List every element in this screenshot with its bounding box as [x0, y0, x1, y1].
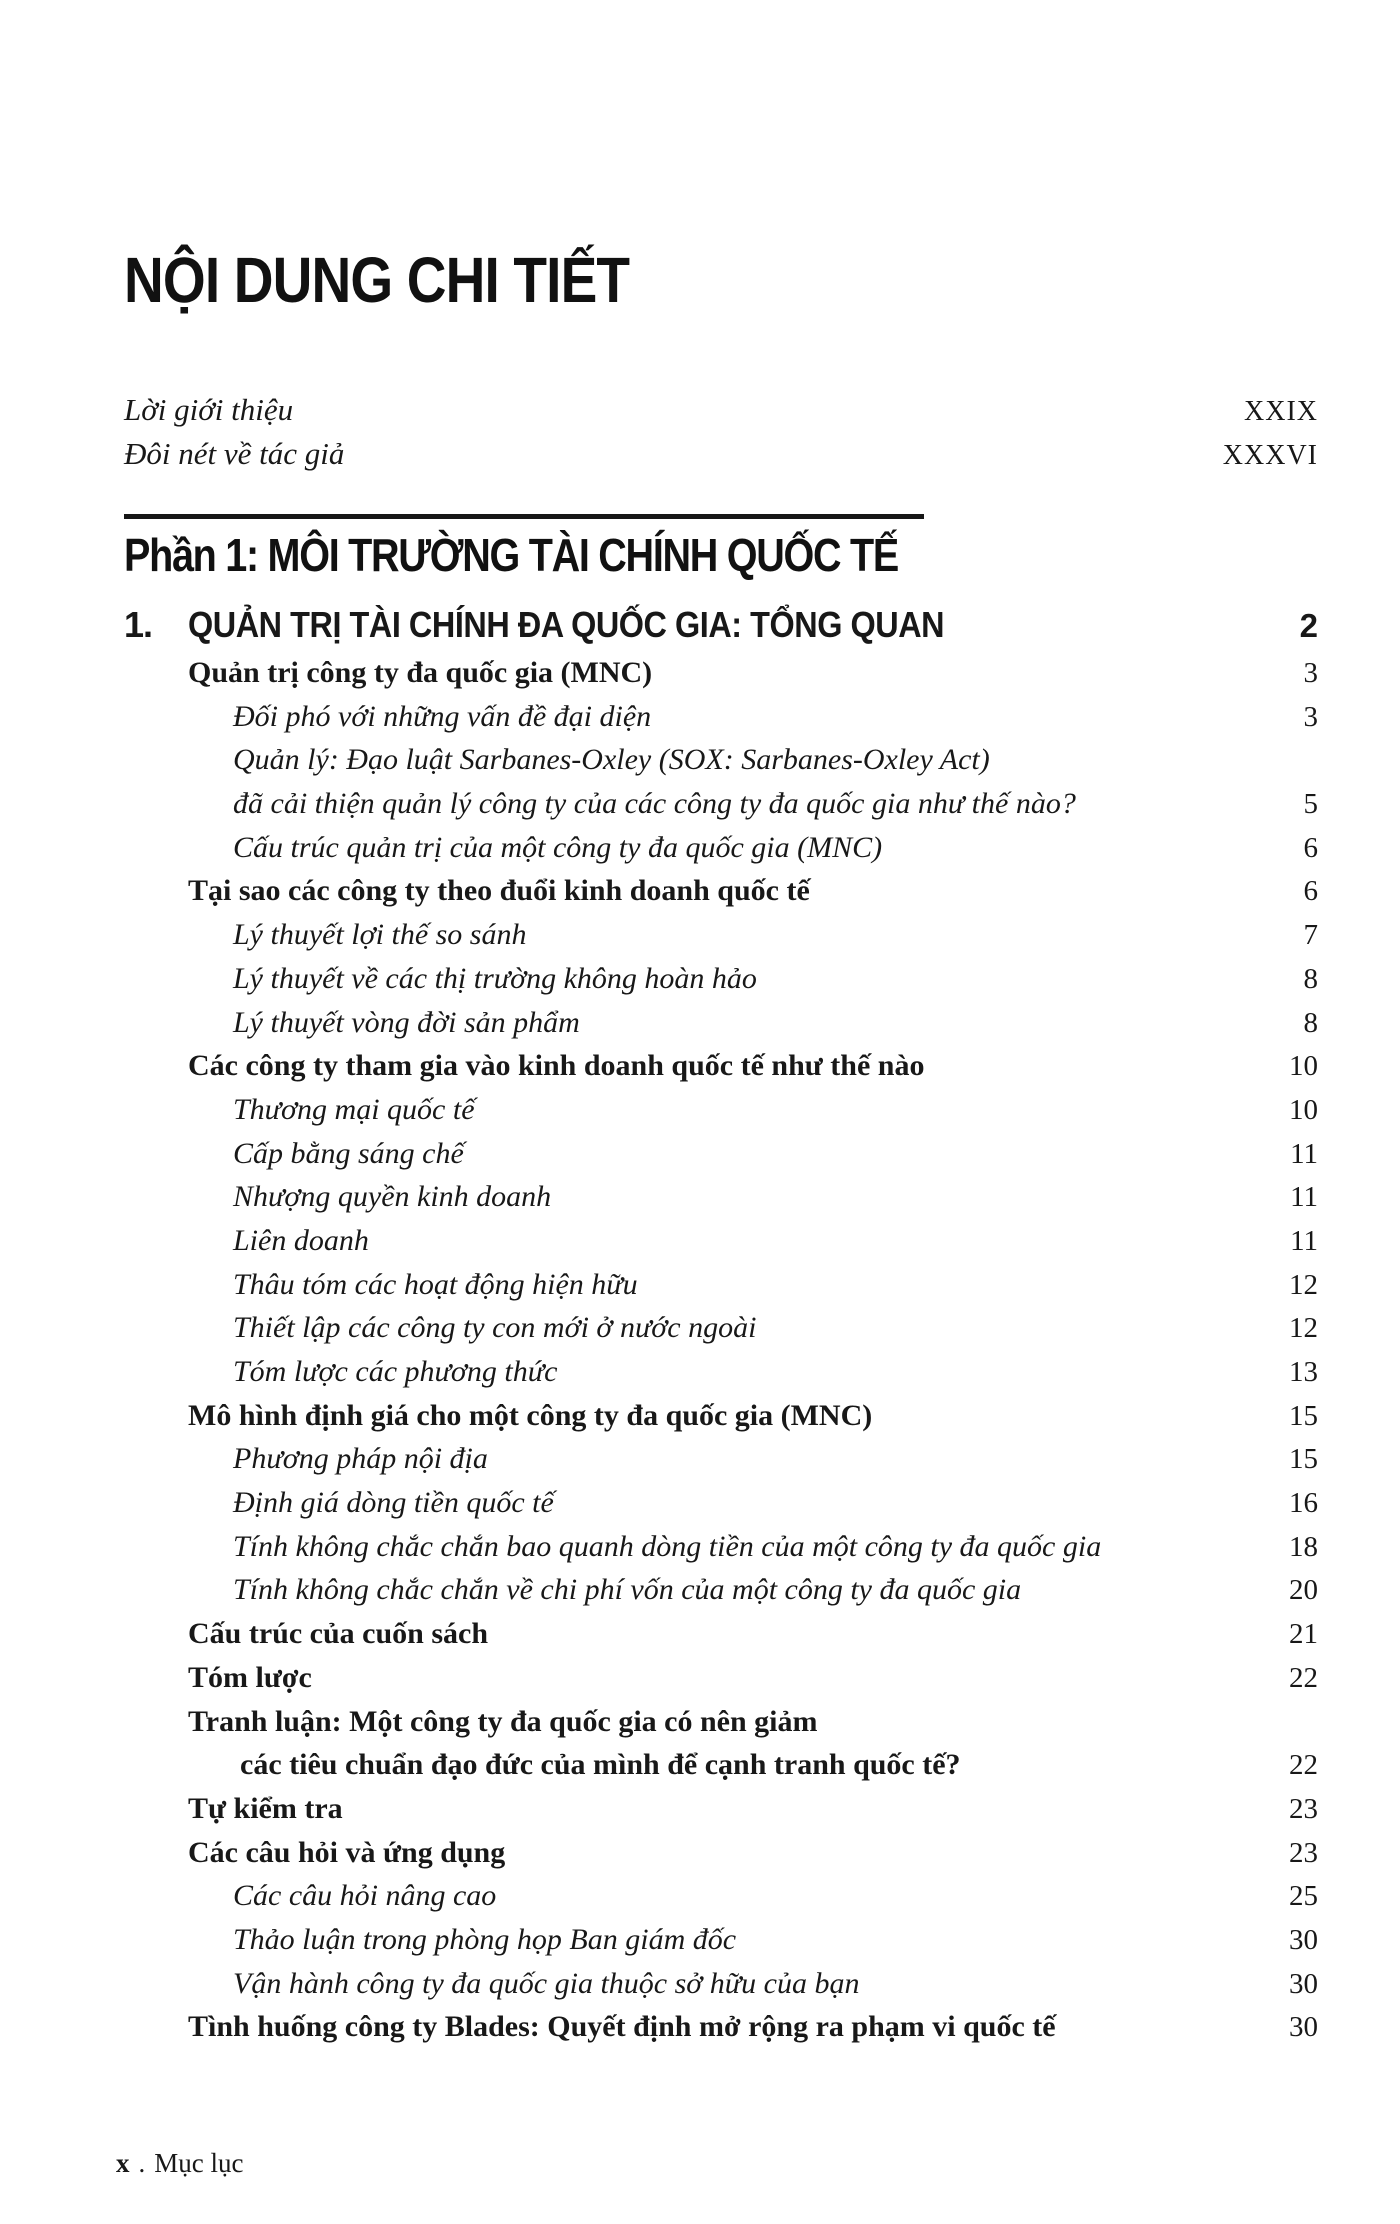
chapter-page: 2: [1299, 607, 1318, 644]
toc-entry-label: Các câu hỏi và ứng dụng: [188, 1835, 506, 1869]
toc-entry: [124, 1874, 1318, 1918]
footer-page-marker: x: [116, 2148, 130, 2178]
toc-entry: [124, 1656, 1318, 1700]
toc-entry-label: Lý thuyết lợi thế so sánh: [233, 918, 527, 952]
toc-entry-label: Thương mại quốc tế: [233, 1092, 475, 1126]
toc-entry: [124, 957, 1318, 1001]
toc-entry-label: Các công ty tham gia vào kinh doanh quốc tế như thế nào: [188, 1049, 925, 1083]
toc-entry-page: 3: [1303, 657, 1318, 689]
toc-entry-label: các tiêu chuẩn đạo đức của mình để cạnh tranh quốc tế?: [240, 1748, 961, 1782]
toc-entry: [124, 1263, 1318, 1307]
toc-entry-label: Cấp bằng sáng chế: [233, 1136, 464, 1170]
toc-entry-label: Vận hành công ty đa quốc gia thuộc sở hữu của bạn: [233, 1966, 860, 2000]
toc-entry-page: 20: [1289, 1574, 1318, 1607]
part-heading: Phần 1: MÔI TRƯỜNG TÀI CHÍNH QUỐC TẾ: [124, 529, 898, 581]
chapter-number: 1.: [124, 604, 153, 645]
toc-entry: [124, 1612, 1318, 1656]
toc-entry-label: Phương pháp nội địa: [233, 1442, 488, 1476]
toc-entry-label: đã cải thiện quản lý công ty của các công ty đa quốc gia như thế nào?: [233, 787, 1076, 821]
toc-entry-label: Cấu trúc của cuốn sách: [188, 1617, 489, 1651]
front-matter-page: XXXVI: [1222, 440, 1318, 471]
toc-entry-label: Thâu tóm các hoạt động hiện hữu: [233, 1267, 638, 1301]
toc-entry-label: Nhượng quyền kinh doanh: [233, 1180, 552, 1214]
toc-entry: [124, 1481, 1318, 1525]
toc-entry: [124, 1350, 1318, 1394]
toc-entry-page: 12: [1289, 1312, 1318, 1345]
toc-entry: [124, 782, 1318, 826]
toc-entry-page: 15: [1289, 1443, 1318, 1476]
toc-entry-page: 22: [1289, 1749, 1318, 1782]
front-matter: [124, 388, 1318, 476]
toc-entry-label: Tóm lược các phương thức: [233, 1355, 558, 1388]
toc-entry-page: 16: [1289, 1487, 1318, 1520]
toc-entry-label: Cấu trúc quản trị của một công ty đa quốc gia (MNC): [233, 830, 883, 864]
toc-entry-page: 30: [1289, 1967, 1318, 2000]
section-divider: [124, 514, 924, 519]
toc-entry-label: Đối phó với những vấn đề đại diện: [233, 699, 652, 733]
front-matter-row: [124, 388, 1318, 432]
toc-entry-page: 7: [1303, 919, 1318, 952]
page-title: NỘI DUNG CHI TIẾT: [124, 244, 630, 316]
toc-entry-page: 13: [1289, 1356, 1318, 1388]
toc-entry-page: 30: [1289, 1923, 1318, 1956]
toc-entry-page: 11: [1290, 1224, 1318, 1257]
toc-entry-page: 10: [1289, 1093, 1318, 1126]
toc-entry: [124, 738, 1318, 782]
toc-entry: [124, 1743, 1318, 1787]
toc-entry-page: 6: [1303, 831, 1318, 864]
toc-entry: [124, 1568, 1318, 1612]
toc-entry-page: 30: [1289, 2011, 1318, 2044]
toc-entry: [124, 1088, 1318, 1132]
toc-entry: [124, 1962, 1318, 2006]
toc-entry-label: Tình huống công ty Blades: Quyết định mở rộng ra phạm vi quốc tế: [188, 2010, 1056, 2044]
front-matter-row: [124, 432, 1318, 476]
toc-entry-page: 6: [1303, 875, 1318, 908]
toc-entry-page: 3: [1303, 700, 1318, 733]
toc-entry: [124, 2005, 1318, 2049]
toc-entry-page: 10: [1289, 1050, 1318, 1083]
toc-entry-page: 11: [1290, 1181, 1318, 1214]
toc-entry: [124, 1437, 1318, 1481]
toc-entry-page: 11: [1290, 1137, 1318, 1170]
toc-entry: [124, 913, 1318, 957]
front-matter-label: Lời giới thiệu: [124, 392, 294, 427]
toc-entry-label: Lý thuyết vòng đời sản phẩm: [233, 1005, 580, 1039]
toc-list: [124, 651, 1318, 2049]
toc-entry-label: Tính không chắc chắn về chi phí vốn của một công ty đa quốc gia: [233, 1573, 1022, 1607]
toc-entry: [124, 695, 1318, 739]
toc-entry-label: Quản lý: Đạo luật Sarbanes-Oxley (SOX: Sarbanes-Oxley Act): [233, 743, 990, 777]
toc-entry: [124, 1394, 1318, 1438]
toc-entry: [124, 651, 1318, 695]
toc-entry: [124, 1787, 1318, 1831]
toc-entry: [124, 1525, 1318, 1569]
toc-entry-label: Liên doanh: [233, 1223, 369, 1257]
toc-entry: [124, 1132, 1318, 1176]
toc-entry-label: Thiết lập các công ty con mới ở nước ngoài: [233, 1311, 757, 1345]
chapter-title: QUẢN TRỊ TÀI CHÍNH ĐA QUỐC GIA: TỔNG QUAN: [188, 604, 945, 645]
toc-entry-label: Lý thuyết về các thị trường không hoàn hảo: [233, 961, 757, 995]
toc-entry-page: 21: [1289, 1618, 1318, 1651]
toc-entry: [124, 1219, 1318, 1263]
footer-separator: .: [138, 2148, 146, 2178]
front-matter-page: XXIX: [1244, 396, 1318, 427]
toc-entry-page: 8: [1303, 1006, 1318, 1039]
toc-entry-page: 23: [1289, 1836, 1318, 1869]
toc-entry: [124, 1700, 1318, 1744]
page-footer: [116, 2148, 243, 2179]
toc-entry: [124, 869, 1318, 913]
toc-entry-page: 5: [1303, 788, 1318, 821]
toc-entry-page: 23: [1289, 1792, 1318, 1825]
toc-entry-label: Thảo luận trong phòng họp Ban giám đốc: [233, 1922, 737, 1956]
toc-entry: [124, 1001, 1318, 1045]
toc-entry-label: Tự kiểm tra: [188, 1791, 343, 1825]
toc-entry-page: 8: [1303, 962, 1318, 995]
toc-entry-label: Tóm lược: [188, 1660, 312, 1694]
front-matter-label: Đôi nét về tác giả: [124, 436, 345, 471]
chapter-row: [124, 604, 1318, 646]
toc-entry: [124, 1175, 1318, 1219]
toc-entry-label: Tranh luận: Một công ty đa quốc gia có nên giảm: [188, 1704, 818, 1738]
toc-entry-label: Quản trị công ty đa quốc gia (MNC): [188, 656, 653, 689]
toc-entry-page: 22: [1289, 1661, 1318, 1694]
toc-entry-page: 18: [1289, 1530, 1318, 1563]
toc-entry-label: Tại sao các công ty theo đuổi kinh doanh quốc tế: [188, 874, 810, 908]
toc-entry-page: 15: [1289, 1399, 1318, 1432]
toc-entry: [124, 1918, 1318, 1962]
toc-entry: [124, 1831, 1318, 1875]
toc-entry: [124, 1044, 1318, 1088]
toc-entry-page: 25: [1289, 1880, 1318, 1913]
toc-entry-label: Tính không chắc chắn bao quanh dòng tiền của một công ty đa quốc gia: [233, 1529, 1102, 1563]
toc-entry-label: Định giá dòng tiền quốc tế: [233, 1486, 554, 1520]
toc-entry: [124, 1306, 1318, 1350]
footer-label: Mục lục: [154, 2148, 244, 2178]
toc-entry-label: Các câu hỏi nâng cao: [233, 1879, 497, 1913]
toc-entry-label: Mô hình định giá cho một công ty đa quốc gia (MNC): [188, 1398, 873, 1432]
toc-entry-page: 12: [1289, 1268, 1318, 1301]
toc-entry: [124, 826, 1318, 870]
